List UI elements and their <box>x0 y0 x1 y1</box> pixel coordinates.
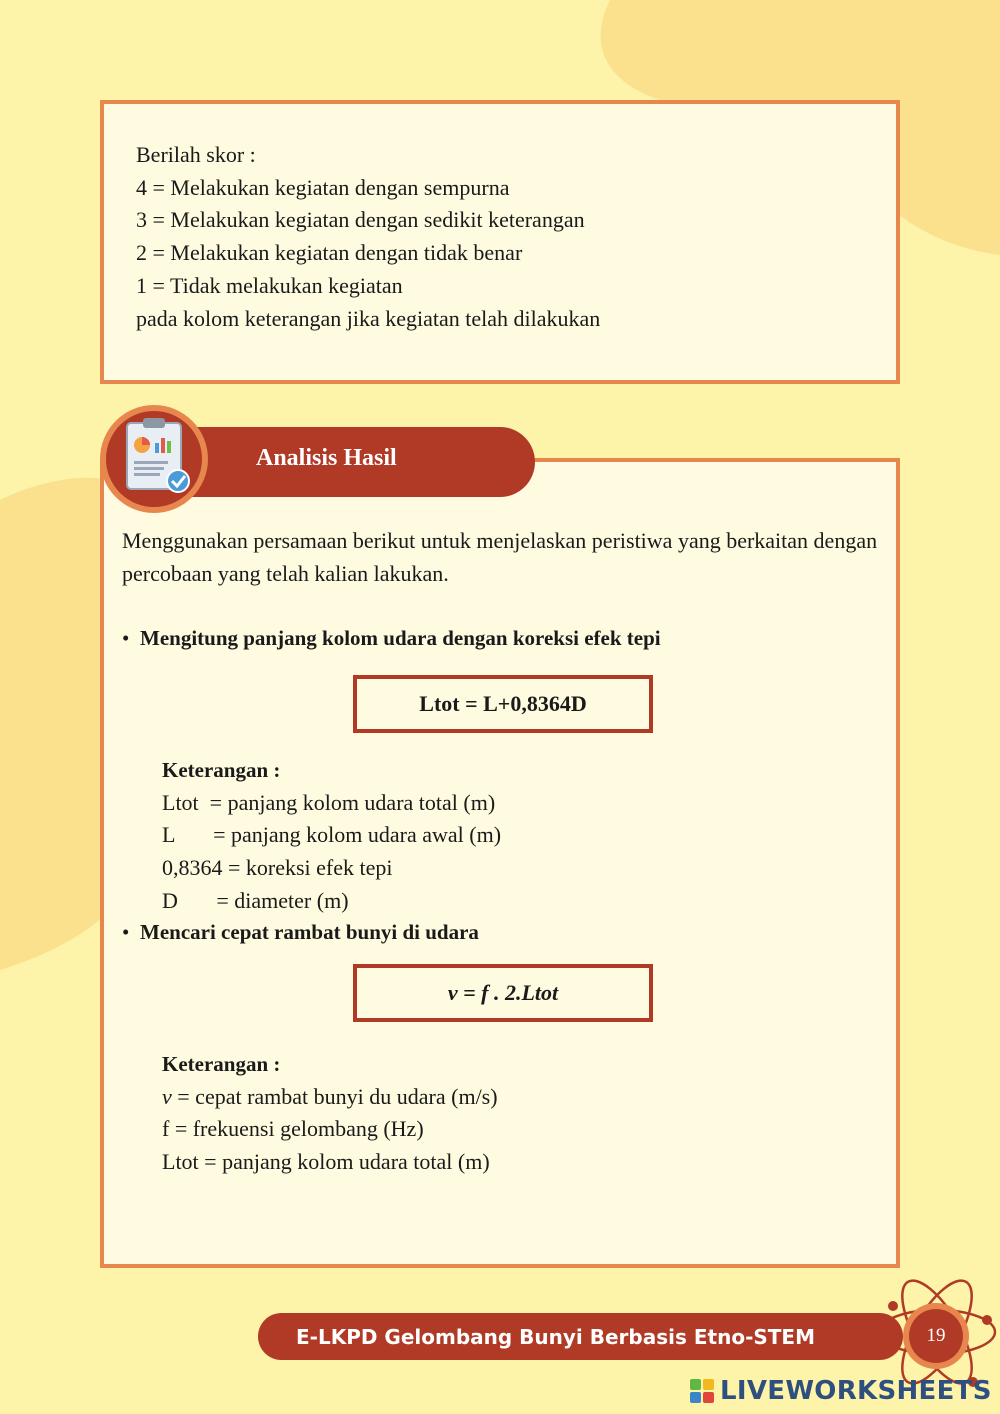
page-number-badge <box>903 1303 969 1369</box>
clipboard-chart-icon <box>100 405 208 513</box>
liveworksheets-watermark[interactable] <box>690 1376 992 1406</box>
scoring-line: 1 = Tidak melakukan kegiatan <box>136 272 403 298</box>
formula-speed: v = f . 2.Ltot <box>353 964 653 1022</box>
section-title: Analisis Hasil <box>256 445 397 471</box>
legend-heading: Keterangan : <box>162 758 281 782</box>
section2-legend <box>162 1048 498 1179</box>
formula-ltot: Ltot = L+0,8364D <box>353 675 653 733</box>
scoring-line: 4 = Melakukan kegiatan dengan sempurna <box>136 174 510 200</box>
page-number: 19 <box>909 1309 963 1363</box>
section2-heading <box>122 920 479 945</box>
section1-heading-text: Mengitung panjang kolom udara dengan koreksi efek tepi <box>140 626 661 650</box>
legend-line <box>162 1081 498 1114</box>
bullet: • <box>122 626 130 650</box>
bullet: • <box>122 920 130 944</box>
footer-title: E-LKPD Gelombang Bunyi Berbasis Etno-STEM <box>296 1324 815 1349</box>
liveworksheets-logo-icon <box>690 1379 714 1403</box>
section1-heading <box>122 626 661 651</box>
v-symbol: v <box>162 1083 172 1109</box>
v-description: = cepat rambat bunyi du udara (m/s) <box>171 1083 498 1109</box>
scoring-line: 3 = Melakukan kegiatan dengan sedikit keterangan <box>136 207 585 233</box>
analysis-intro: Menggunakan persamaan berikut untuk menjelaskan peristiwa yang berkaitan dengan percobaan yang telah kalian lakukan. <box>122 528 878 586</box>
analysis-box <box>100 458 900 1268</box>
legend-line: 0,8364 = koreksi efek tepi <box>162 855 393 881</box>
scoring-line: pada kolom keterangan jika kegiatan telah dilakukan <box>136 305 601 331</box>
watermark-text: LIVEWORKSHEETS <box>720 1376 992 1406</box>
legend-line: L = panjang kolom udara awal (m) <box>162 822 502 848</box>
scoring-instructions <box>136 139 600 335</box>
section2-heading-text: Mencari cepat rambat bunyi di udara <box>140 920 479 944</box>
footer-bar <box>258 1313 903 1360</box>
legend-heading: Keterangan : <box>162 1052 281 1076</box>
legend-line: f = frekuensi gelombang (Hz) <box>162 1116 424 1142</box>
scoring-line: Berilah skor : <box>136 142 256 167</box>
legend-line: D = diameter (m) <box>162 887 349 913</box>
legend-line: Ltot = panjang kolom udara total (m) <box>162 1149 490 1175</box>
legend-line: Ltot = panjang kolom udara total (m) <box>162 789 496 815</box>
scoring-line: 2 = Melakukan kegiatan dengan tidak benar <box>136 240 523 266</box>
scoring-box <box>100 100 900 384</box>
section-badge <box>100 405 208 513</box>
section1-legend <box>162 754 501 918</box>
